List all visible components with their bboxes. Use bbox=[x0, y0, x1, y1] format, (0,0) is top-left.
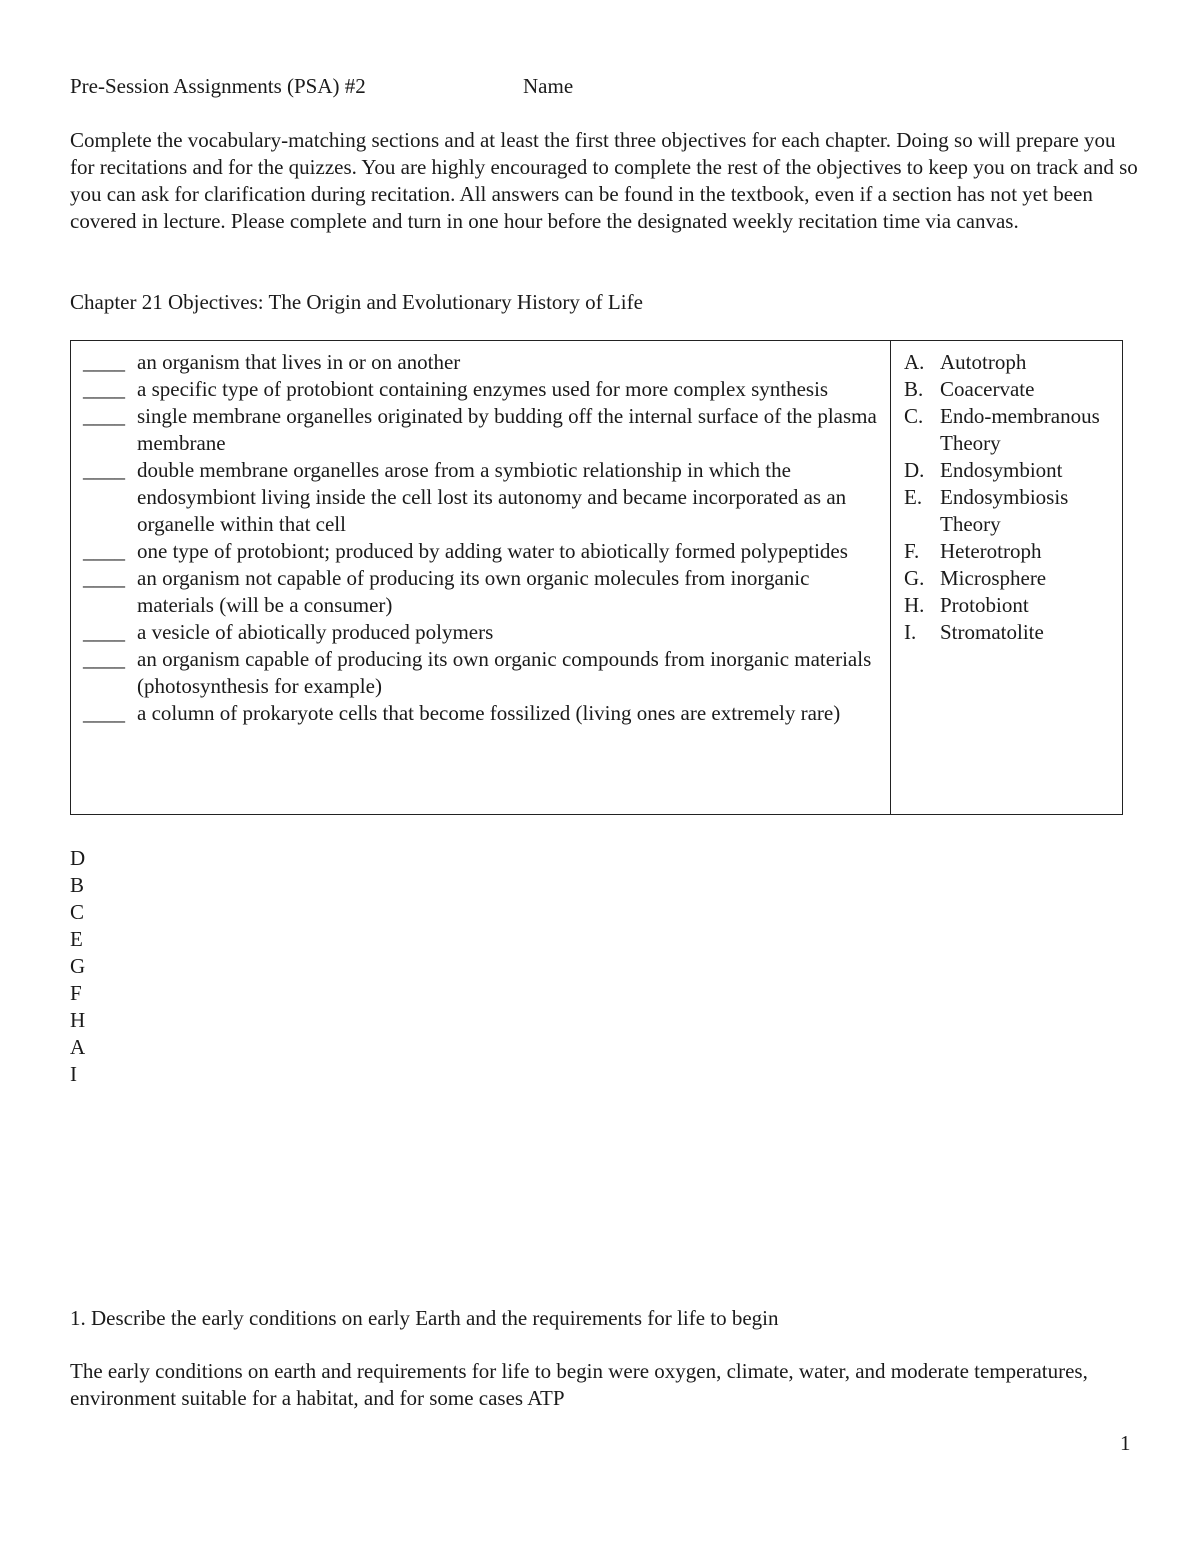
term-letter: G. bbox=[904, 566, 925, 590]
term-text: Coacervate bbox=[940, 377, 1035, 401]
term-text: Autotroph bbox=[940, 350, 1027, 374]
definition-text: a specific type of protobiont containing enzymes used for more complex synthesis bbox=[137, 377, 829, 401]
definition-text: an organism that lives in or on another bbox=[137, 350, 461, 374]
term-item bbox=[904, 619, 1114, 646]
question-1: 1. Describe the early conditions on early Earth and the requirements for life to begin bbox=[70, 1306, 779, 1330]
definition-item bbox=[83, 646, 878, 700]
answer-letter: E bbox=[70, 927, 83, 951]
term-text: Stromatolite bbox=[940, 620, 1044, 644]
definition-item bbox=[83, 457, 878, 538]
term-letter: C. bbox=[904, 404, 924, 428]
answer-blank[interactable]: ____ bbox=[83, 566, 125, 590]
answer-blank[interactable]: ____ bbox=[83, 647, 125, 671]
answer-letters-list bbox=[70, 845, 85, 1088]
answer-1-text: The early conditions on earth and requirements for life to begin were oxygen, climate, water, and moderate temperatures, environment suitable for a habitat, and for some cases ATP bbox=[70, 1359, 1088, 1410]
definition-item bbox=[83, 619, 878, 646]
answer-blank[interactable]: ____ bbox=[83, 350, 125, 374]
term-item bbox=[904, 457, 1114, 484]
answer-letter: C bbox=[70, 900, 85, 924]
answer-blank[interactable]: ____ bbox=[83, 539, 125, 563]
term-letter: B. bbox=[904, 377, 924, 401]
definition-item bbox=[83, 538, 878, 565]
term-letter: H. bbox=[904, 593, 925, 617]
definition-item bbox=[83, 349, 878, 376]
definition-text: an organism capable of producing its own organic compounds from inorganic materials (photosynthesis for example) bbox=[137, 647, 872, 698]
instructions-paragraph: Complete the vocabulary-matching sections and at least the first three objectives for each chapter. Doing so will prepare you for recitations and for the quizzes. You are highly encouraged to complete the rest of the objectives to keep you on track and so you can ask for clarification during recitation. All answers can be found in the textbook, even if a section has not yet been covered in lecture. Please complete and turn in one hour before the designated weekly recitation time via canvas. bbox=[70, 128, 1138, 233]
page-number: 1 bbox=[1120, 1431, 1131, 1455]
answer-blank[interactable]: ____ bbox=[83, 404, 125, 428]
answer-blank[interactable]: ____ bbox=[83, 377, 125, 401]
term-letter: D. bbox=[904, 458, 925, 482]
vocabulary-matching-table bbox=[70, 340, 1123, 815]
answer-letter: F bbox=[70, 981, 82, 1005]
answer-letter: A bbox=[70, 1035, 86, 1059]
term-text: Endo-membranous Theory bbox=[940, 404, 1100, 455]
document-title: Pre-Session Assignments (PSA) #2 bbox=[70, 74, 366, 98]
term-item bbox=[904, 538, 1114, 565]
definitions-list bbox=[83, 349, 878, 727]
term-letter: I. bbox=[904, 620, 917, 644]
definition-text: one type of protobiont; produced by adding water to abiotically formed polypeptides bbox=[137, 539, 848, 563]
definition-item bbox=[83, 700, 878, 727]
column-divider bbox=[890, 341, 891, 814]
answer-letter: G bbox=[70, 954, 86, 978]
definition-text: a vesicle of abiotically produced polymers bbox=[137, 620, 494, 644]
term-item bbox=[904, 592, 1114, 619]
definition-text: single membrane organelles originated by budding off the internal surface of the plasma membrane bbox=[137, 404, 877, 455]
term-text: Endosymbiosis Theory bbox=[940, 485, 1069, 536]
term-item bbox=[904, 565, 1114, 592]
term-item bbox=[904, 484, 1114, 538]
definition-item bbox=[83, 565, 878, 619]
term-text: Microsphere bbox=[940, 566, 1047, 590]
answer-letter: D bbox=[70, 846, 86, 870]
terms-list bbox=[904, 349, 1114, 646]
answer-blank[interactable]: ____ bbox=[83, 701, 125, 725]
definition-item bbox=[83, 403, 878, 457]
answer-letter: B bbox=[70, 873, 85, 897]
answer-blank[interactable]: ____ bbox=[83, 458, 125, 482]
term-text: Endosymbiont bbox=[940, 458, 1063, 482]
definition-text: an organism not capable of producing its own organic molecules from inorganic materials (will be a consumer) bbox=[137, 566, 810, 617]
term-item bbox=[904, 349, 1114, 376]
answer-letter: I bbox=[70, 1062, 77, 1086]
answer-letter: H bbox=[70, 1008, 86, 1032]
term-text: Protobiont bbox=[940, 593, 1029, 617]
definition-text: double membrane organelles arose from a symbiotic relationship in which the endosymbiont living inside the cell lost its autonomy and became incorporated as an organelle within that cell bbox=[137, 458, 847, 536]
term-item bbox=[904, 376, 1114, 403]
answer-blank[interactable]: ____ bbox=[83, 620, 125, 644]
term-letter: A. bbox=[904, 350, 925, 374]
term-item bbox=[904, 403, 1114, 457]
definition-item bbox=[83, 376, 878, 403]
chapter-heading: Chapter 21 Objectives: The Origin and Evolutionary History of Life bbox=[70, 290, 643, 314]
term-letter: F. bbox=[904, 539, 920, 563]
definition-text: a column of prokaryote cells that become fossilized (living ones are extremely rare) bbox=[137, 701, 841, 725]
name-label: Name bbox=[523, 74, 574, 98]
term-text: Heterotroph bbox=[940, 539, 1042, 563]
term-letter: E. bbox=[904, 485, 923, 509]
